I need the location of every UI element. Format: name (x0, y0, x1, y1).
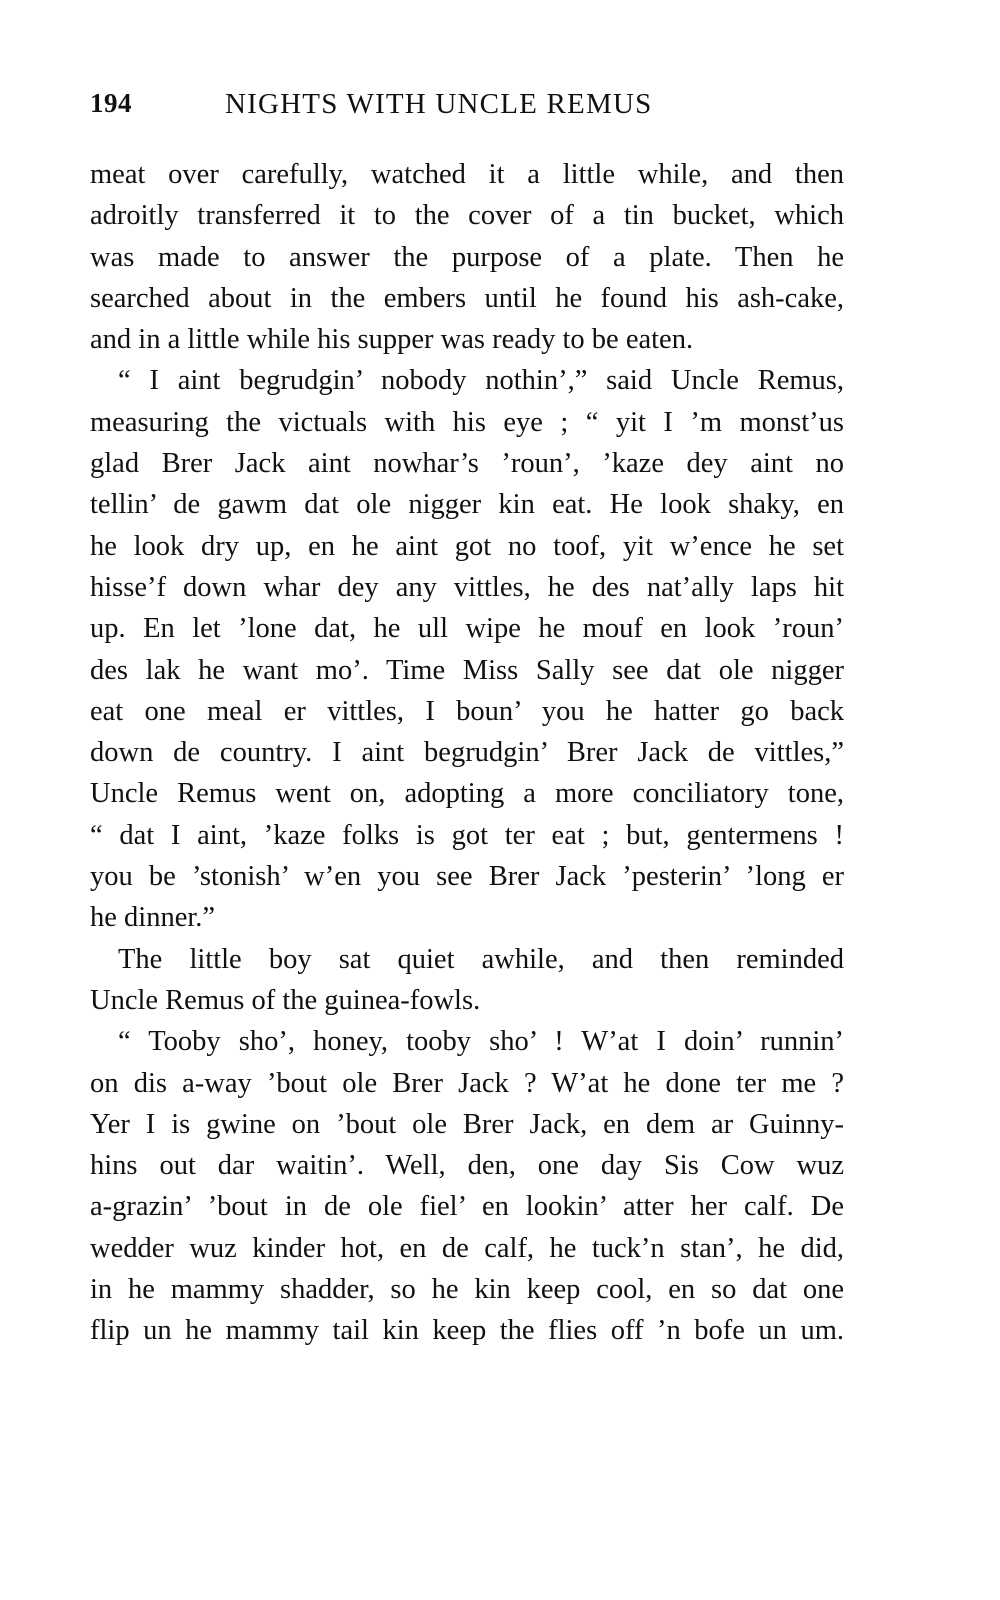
text-line: searched about in the embers until he found his ash-cake, (90, 282, 844, 314)
paragraph-1 (90, 154, 844, 360)
text-line: hisse’f down whar dey any vittles, he des nat’ally laps hit (90, 571, 844, 603)
paragraph-2 (90, 360, 844, 938)
text-line: you be ’stonish’ w’en you see Brer Jack ’pesterin’ ’long er (90, 861, 844, 893)
text-line: Uncle Remus of the guinea-fowls. (90, 984, 481, 1016)
text-line: The little boy sat quiet awhile, and then reminded (118, 943, 844, 975)
text-line: eat one meal er vittles, I boun’ you he hatter go back (90, 695, 844, 727)
running-head (90, 88, 750, 136)
text-line: a-grazin’ ’bout in de ole fiel’ en lookin’ atter her calf. De (90, 1191, 844, 1223)
paragraph-4 (90, 1021, 844, 1351)
text-line: tellin’ de gawm dat ole nigger kin eat. He look shaky, en (90, 489, 844, 521)
text-line: in he mammy shadder, so he kin keep cool, en so dat one (90, 1274, 844, 1306)
text-line: hins out dar waitin’. Well, den, one day Sis Cow wuz (90, 1150, 844, 1182)
text-line: measuring the victuals with his eye ; “ yit I ’m monst’us (90, 406, 844, 438)
text-line: glad Brer Jack aint nowhar’s ’roun’, ’kaze dey aint no (90, 448, 844, 480)
text-line: he look dry up, en he aint got no toof, yit w’ence he set (90, 530, 844, 562)
text-line: “ I aint begrudgin’ nobody nothin’,” said Uncle Remus, (118, 365, 844, 397)
body-text (90, 154, 844, 1352)
text-line: down de country. I aint begrudgin’ Brer Jack de vittles,” (90, 737, 844, 769)
text-line: he dinner.” (90, 902, 216, 934)
text-line: Yer I is gwine on ’bout ole Brer Jack, en dem ar Guinny- (90, 1108, 844, 1140)
text-line: wedder wuz kinder hot, en de calf, he tuck’n stan’, he did, (90, 1232, 844, 1264)
text-line: meat over carefully, watched it a little while, and then (90, 159, 844, 190)
text-line: was made to answer the purpose of a plate. Then he (90, 241, 844, 273)
text-line: flip un he mammy tail kin keep the flies off ’n bofe un um. (90, 1315, 844, 1347)
text-line: up. En let ’lone dat, he ull wipe he mouf en look ’roun’ (90, 613, 844, 645)
book-title: NIGHTS WITH UNCLE REMUS (225, 88, 653, 120)
text-line: “ Tooby sho’, honey, tooby sho’ ! W’at I doin’ runnin’ (118, 1026, 844, 1058)
text-line: and in a little while his supper was ready to be eaten. (90, 324, 694, 356)
text-line: adroitly transferred it to the cover of a tin bucket, which (90, 200, 844, 232)
text-line: Uncle Remus went on, adopting a more conciliatory tone, (90, 778, 844, 810)
paragraph-3 (90, 939, 844, 1022)
text-line: on dis a-way ’bout ole Brer Jack ? W’at he done ter me ? (90, 1067, 844, 1099)
text-line: des lak he want mo’. Time Miss Sally see dat ole nigger (90, 654, 844, 686)
text-line: “ dat I aint, ’kaze folks is got ter eat ; but, gentermens ! (90, 819, 844, 851)
page-number: 194 (90, 88, 132, 118)
